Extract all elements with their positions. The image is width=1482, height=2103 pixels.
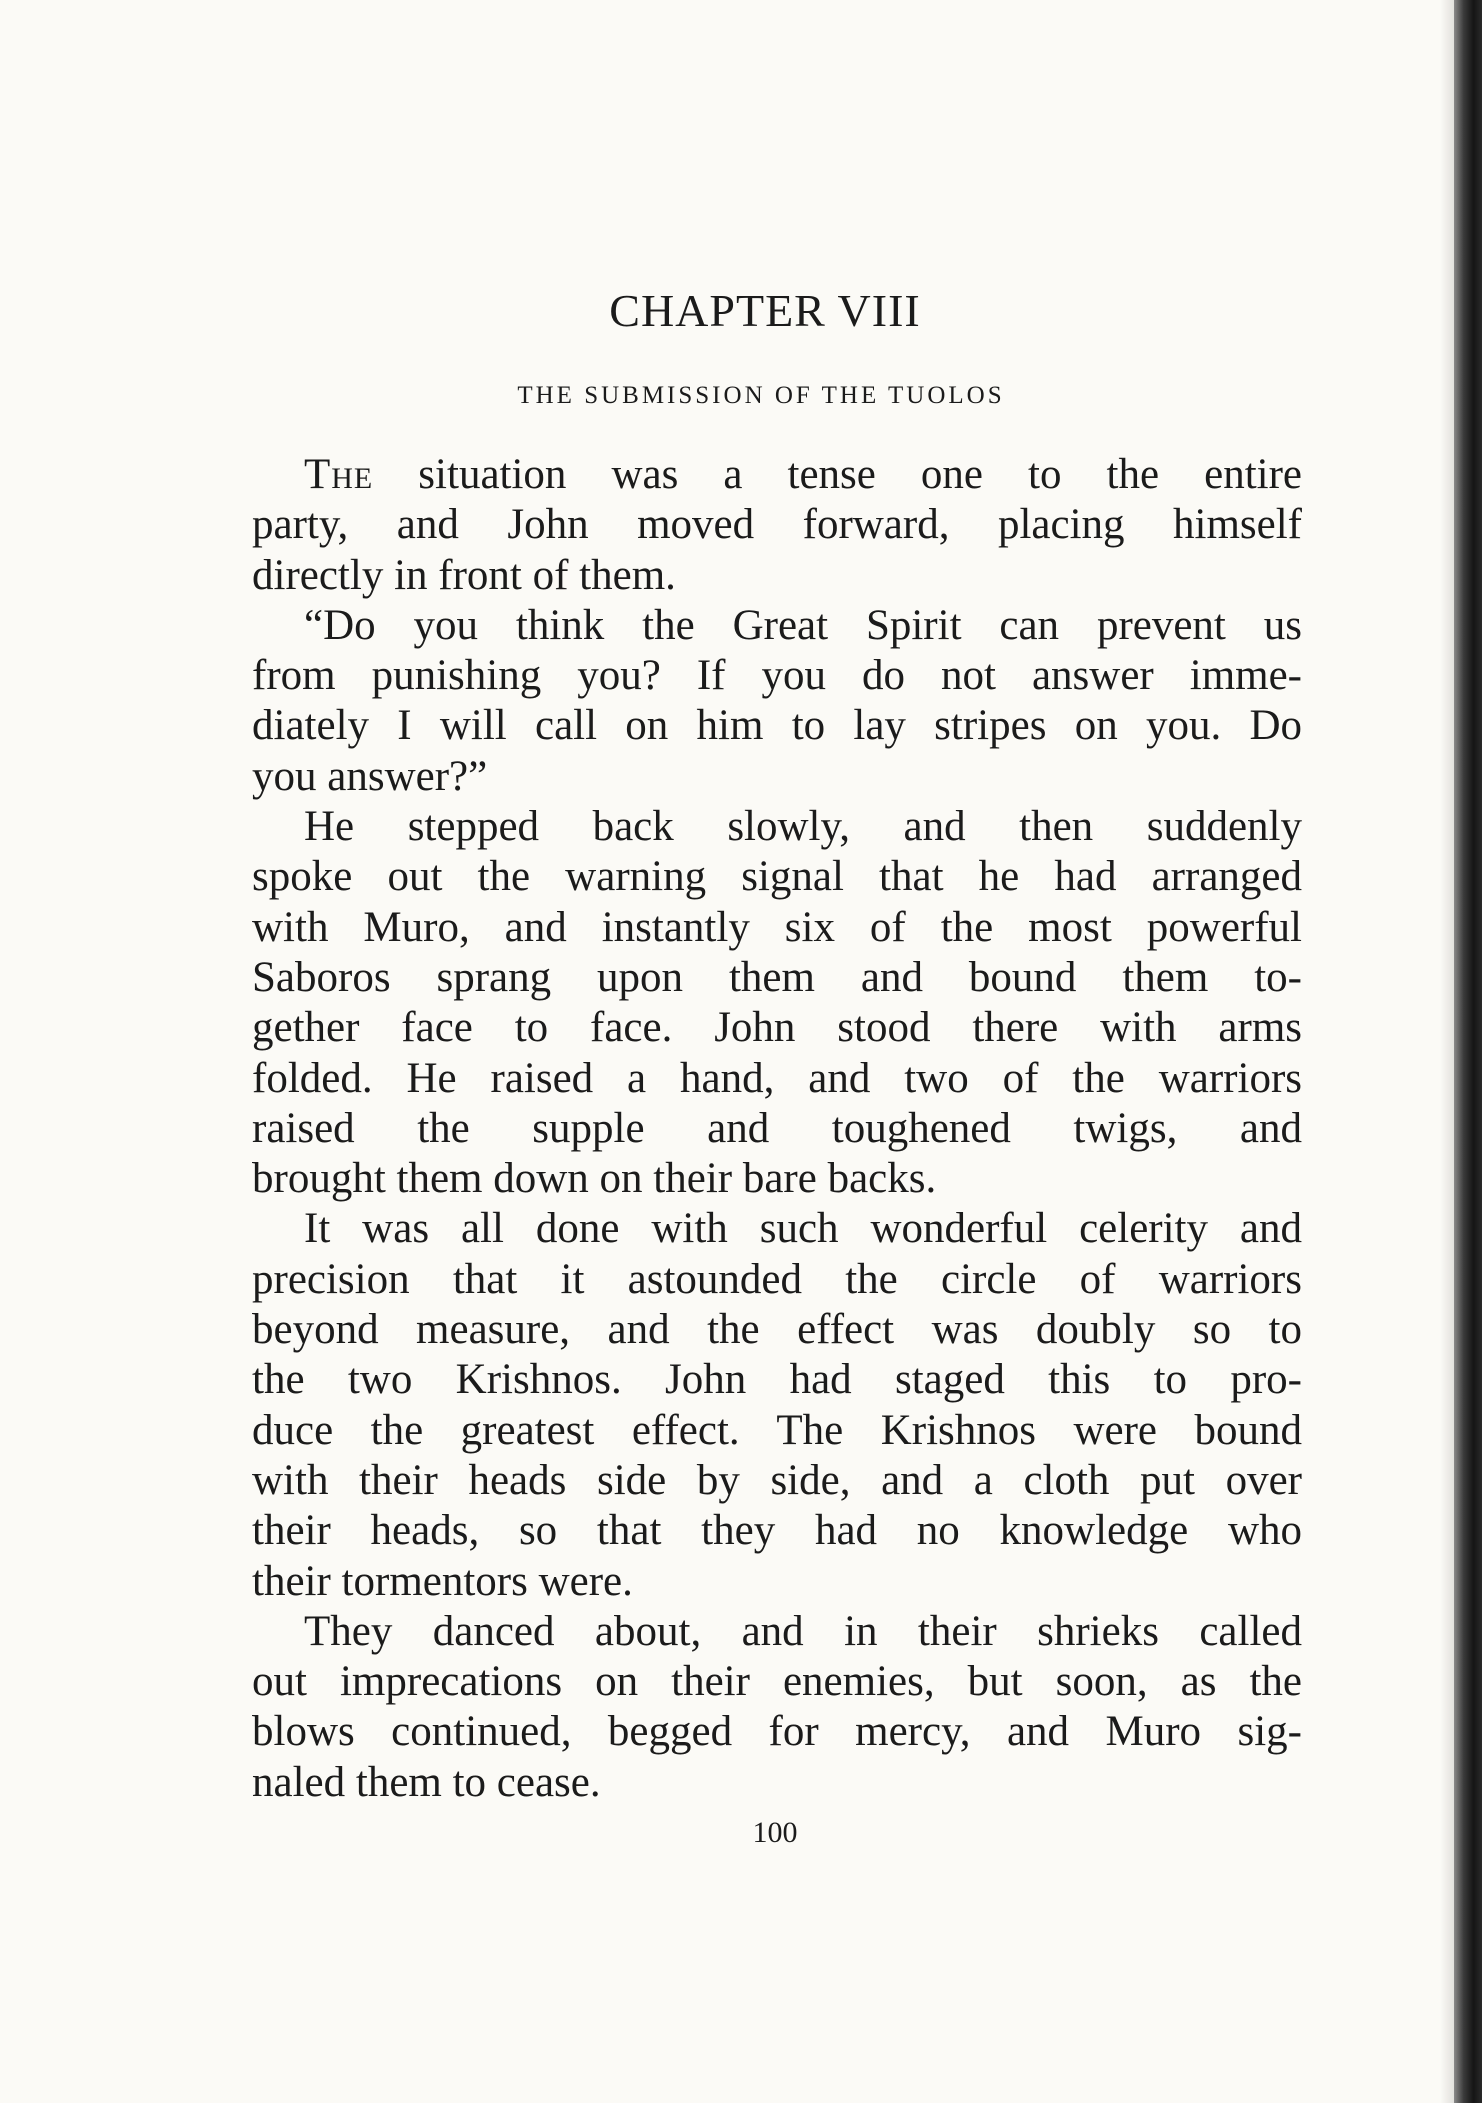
lead-word: The bbox=[304, 451, 374, 498]
text-line: their tormentors were. bbox=[252, 1557, 633, 1605]
text-line: with Muro, and instantly six of the most powerful bbox=[252, 903, 1302, 951]
text-line: naled them to cease. bbox=[252, 1758, 601, 1806]
text-line: you answer?” bbox=[252, 752, 488, 800]
text-line: diately I will call on him to lay stripes on you. Do bbox=[252, 702, 1302, 750]
text-line: directly in front of them. bbox=[252, 551, 676, 599]
paragraph-4 bbox=[252, 1204, 1302, 1606]
text-line: blows continued, begged for mercy, and Muro sig- bbox=[252, 1708, 1302, 1756]
page-number: 100 bbox=[752, 1816, 798, 1849]
text-line: their heads, so that they had no knowledge who bbox=[252, 1507, 1302, 1555]
chapter-subtitle: THE SUBMISSION OF THE TUOLOS bbox=[517, 382, 1005, 409]
text-line: spoke out the warning signal that he had arranged bbox=[252, 853, 1302, 901]
text-line: folded. He raised a hand, and two of the warriors bbox=[252, 1054, 1302, 1102]
text-line: with their heads side by side, and a cloth put over bbox=[252, 1456, 1302, 1504]
text-line: raised the supple and toughened twigs, and bbox=[252, 1104, 1302, 1152]
chapter-body bbox=[252, 450, 1302, 1808]
text-line: beyond measure, and the effect was doubly so to bbox=[252, 1306, 1302, 1354]
text-line-content: situation was a tense one to the entire bbox=[373, 451, 1302, 498]
text-line: They danced about, and in their shrieks called bbox=[304, 1607, 1302, 1655]
text-line: He stepped back slowly, and then suddenly bbox=[304, 803, 1302, 851]
paragraph-5 bbox=[252, 1607, 1302, 1808]
text-line bbox=[252, 450, 1302, 500]
text-line: Saboros sprang upon them and bound them to- bbox=[252, 953, 1302, 1001]
text-line: It was all done with such wonderful celerity and bbox=[304, 1205, 1302, 1253]
text-line: gether face to face. John stood there with arms bbox=[252, 1004, 1302, 1052]
text-line: the two Krishnos. John had staged this to pro- bbox=[252, 1356, 1302, 1404]
text-line: “Do you think the Great Spirit can prevent us bbox=[304, 601, 1302, 649]
text-line: party, and John moved forward, placing himself bbox=[252, 501, 1302, 549]
paragraph-3 bbox=[252, 802, 1302, 1204]
chapter-title: CHAPTER VIII bbox=[609, 285, 921, 336]
text-line: duce the greatest effect. The Krishnos were bound bbox=[252, 1406, 1302, 1454]
text-line: brought them down on their bare backs. bbox=[252, 1155, 937, 1203]
paragraph-1 bbox=[252, 450, 1302, 601]
text-line: precision that it astounded the circle of warriors bbox=[252, 1255, 1302, 1303]
text-line: out imprecations on their enemies, but soon, as the bbox=[252, 1658, 1302, 1706]
paragraph-2 bbox=[252, 601, 1302, 802]
text-line: from punishing you? If you do not answer imme- bbox=[252, 652, 1302, 700]
